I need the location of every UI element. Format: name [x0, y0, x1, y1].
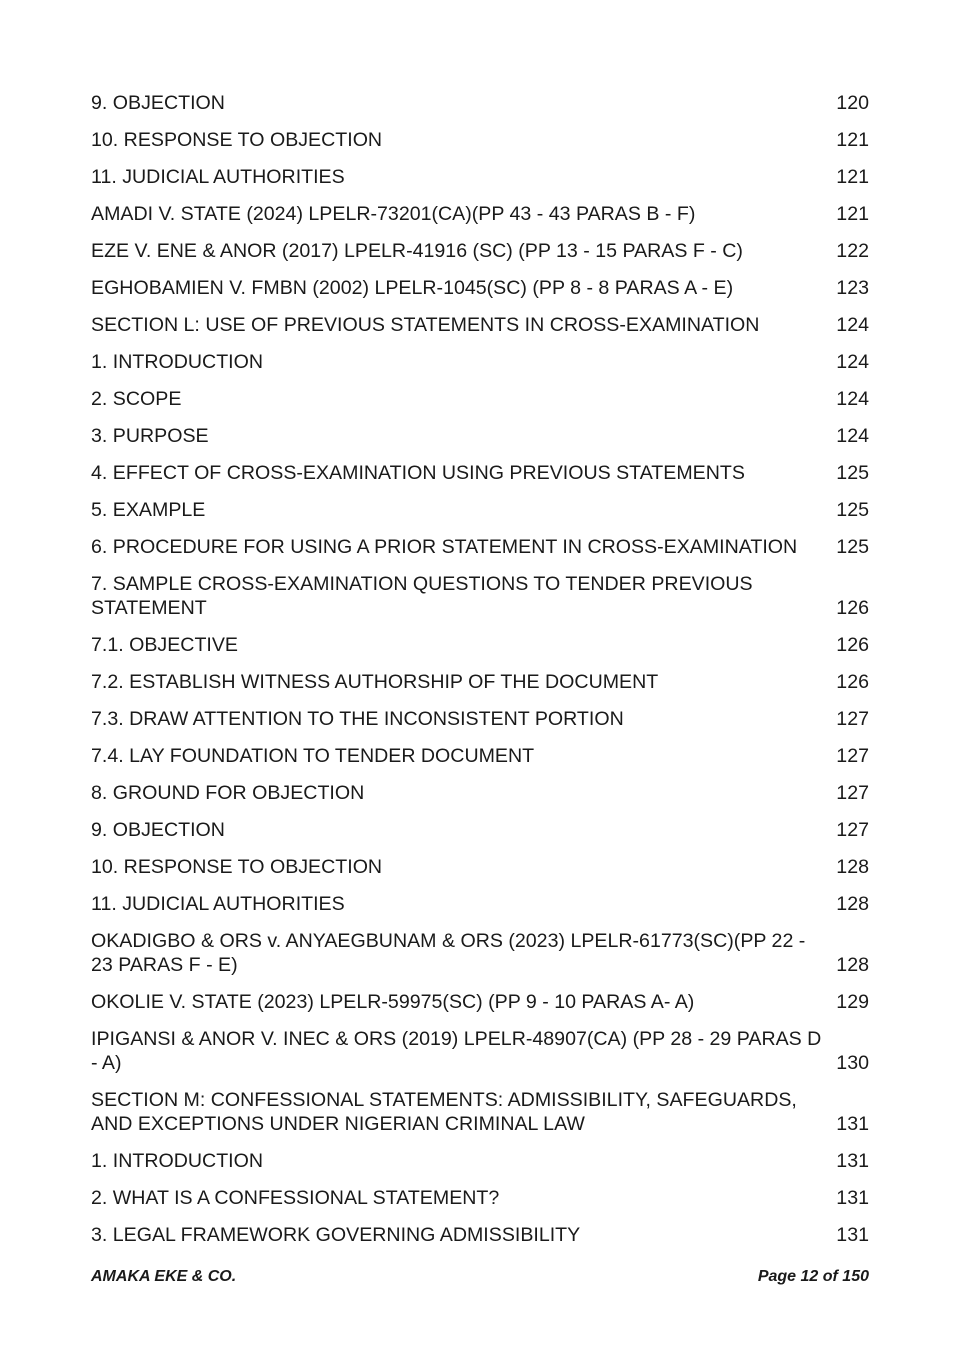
toc-entry-page: 121 — [836, 203, 869, 225]
toc-entry[interactable] — [91, 535, 869, 559]
toc-entry-title: OKADIGBO & ORS v. ANYAEGBUNAM & ORS (2023) LPELR-61773(SC)(PP 22 - 23 PARAS F - E) — [91, 930, 806, 976]
toc-entry[interactable] — [91, 1223, 869, 1247]
toc-entry-page: 127 — [836, 745, 869, 767]
footer-page-number: Page 12 of 150 — [757, 1268, 869, 1285]
toc-entry-page: 121 — [836, 166, 869, 188]
toc-entry[interactable] — [91, 350, 869, 374]
toc-entry[interactable] — [91, 929, 869, 977]
toc-entry-title: 10. RESPONSE TO OBJECTION — [91, 129, 383, 151]
toc-entry-page: 125 — [836, 536, 869, 558]
toc-entry-page: 123 — [836, 277, 869, 299]
toc-entry[interactable] — [91, 91, 869, 115]
toc-entry-title: OKOLIE V. STATE (2023) LPELR-59975(SC) (PP 9 - 10 PARAS A- A) — [91, 991, 695, 1013]
toc-entry-page: 131 — [836, 1224, 869, 1246]
toc-entry-page: 121 — [836, 129, 869, 151]
toc-entry-title: 1. INTRODUCTION — [91, 1150, 263, 1172]
toc-entry-title: 9. OBJECTION — [91, 92, 225, 114]
toc-entry[interactable] — [91, 572, 869, 620]
table-of-contents — [91, 91, 869, 1260]
toc-entry-title: EZE V. ENE & ANOR (2017) LPELR-41916 (SC) (PP 13 - 15 PARAS F - C) — [91, 240, 743, 262]
toc-entry[interactable] — [91, 633, 869, 657]
toc-entry-page: 131 — [836, 1113, 869, 1135]
toc-entry-page: 128 — [836, 954, 869, 976]
toc-entry-title: SECTION M: CONFESSIONAL STATEMENTS: ADMISSIBILITY, SAFEGUARDS, AND EXCEPTIONS UNDER NIGERIAN CRIMINAL LAW — [91, 1089, 797, 1135]
toc-entry-page: 127 — [836, 819, 869, 841]
toc-entry-title: 7.2. ESTABLISH WITNESS AUTHORSHIP OF THE DOCUMENT — [91, 671, 659, 693]
toc-entry-title: 2. SCOPE — [91, 388, 182, 410]
toc-entry-page: 131 — [836, 1150, 869, 1172]
toc-entry[interactable] — [91, 202, 869, 226]
toc-entry[interactable] — [91, 781, 869, 805]
toc-entry[interactable] — [91, 276, 869, 300]
toc-entry-page: 120 — [836, 92, 869, 114]
toc-entry[interactable] — [91, 165, 869, 189]
toc-entry-title: 2. WHAT IS A CONFESSIONAL STATEMENT? — [91, 1187, 500, 1209]
page-footer — [91, 1268, 869, 1286]
toc-entry[interactable] — [91, 855, 869, 879]
toc-entry[interactable] — [91, 313, 869, 337]
toc-entry-title: 11. JUDICIAL AUTHORITIES — [91, 893, 345, 915]
toc-entry-title: 7. SAMPLE CROSS-EXAMINATION QUESTIONS TO TENDER PREVIOUS STATEMENT — [91, 573, 753, 619]
toc-entry-page: 125 — [836, 499, 869, 521]
toc-entry-title: 10. RESPONSE TO OBJECTION — [91, 856, 383, 878]
toc-entry-title: 7.3. DRAW ATTENTION TO THE INCONSISTENT PORTION — [91, 708, 624, 730]
toc-entry-title: SECTION L: USE OF PREVIOUS STATEMENTS IN CROSS-EXAMINATION — [91, 314, 760, 336]
toc-entry[interactable] — [91, 1149, 869, 1173]
toc-entry-title: AMADI V. STATE (2024) LPELR-73201(CA)(PP 43 - 43 PARAS B - F) — [91, 203, 696, 225]
toc-entry[interactable] — [91, 461, 869, 485]
toc-entry[interactable] — [91, 990, 869, 1014]
toc-entry[interactable] — [91, 670, 869, 694]
toc-entry-page: 126 — [836, 597, 869, 619]
toc-entry-title: 3. LEGAL FRAMEWORK GOVERNING ADMISSIBILITY — [91, 1224, 581, 1246]
toc-entry[interactable] — [91, 498, 869, 522]
toc-entry-title: IPIGANSI & ANOR V. INEC & ORS (2019) LPELR-48907(CA) (PP 28 - 29 PARAS D - A) — [91, 1028, 822, 1074]
toc-entry-page: 130 — [836, 1052, 869, 1074]
toc-entry-page: 124 — [836, 351, 869, 373]
toc-entry[interactable] — [91, 1186, 869, 1210]
toc-entry-title: 7.1. OBJECTIVE — [91, 634, 239, 656]
toc-entry-page: 125 — [836, 462, 869, 484]
toc-entry[interactable] — [91, 1088, 869, 1136]
toc-entry[interactable] — [91, 707, 869, 731]
toc-entry-page: 128 — [836, 893, 869, 915]
toc-entry-title: 11. JUDICIAL AUTHORITIES — [91, 166, 345, 188]
toc-entry-title: 6. PROCEDURE FOR USING A PRIOR STATEMENT IN CROSS-EXAMINATION — [91, 536, 798, 558]
toc-entry-page: 126 — [836, 634, 869, 656]
toc-entry[interactable] — [91, 128, 869, 152]
toc-entry[interactable] — [91, 744, 869, 768]
toc-entry-title: 3. PURPOSE — [91, 425, 209, 447]
toc-entry-page: 128 — [836, 856, 869, 878]
toc-entry-page: 122 — [836, 240, 869, 262]
toc-entry-title: EGHOBAMIEN V. FMBN (2002) LPELR-1045(SC) (PP 8 - 8 PARAS A - E) — [91, 277, 734, 299]
toc-entry-page: 127 — [836, 708, 869, 730]
toc-entry-page: 129 — [836, 991, 869, 1013]
toc-entry-title: 7.4. LAY FOUNDATION TO TENDER DOCUMENT — [91, 745, 535, 767]
toc-entry-page: 124 — [836, 425, 869, 447]
toc-entry-page: 127 — [836, 782, 869, 804]
toc-entry-page: 124 — [836, 388, 869, 410]
toc-entry-page: 124 — [836, 314, 869, 336]
toc-entry-title: 8. GROUND FOR OBJECTION — [91, 782, 365, 804]
toc-entry-title: 5. EXAMPLE — [91, 499, 206, 521]
toc-entry-page: 131 — [836, 1187, 869, 1209]
toc-entry[interactable] — [91, 387, 869, 411]
toc-entry[interactable] — [91, 239, 869, 263]
toc-entry-title: 4. EFFECT OF CROSS-EXAMINATION USING PREVIOUS STATEMENTS — [91, 462, 745, 484]
footer-firm-name: AMAKA EKE & CO. — [91, 1268, 237, 1285]
toc-entry[interactable] — [91, 424, 869, 448]
toc-entry-title: 1. INTRODUCTION — [91, 351, 263, 373]
toc-entry[interactable] — [91, 1027, 869, 1075]
toc-entry[interactable] — [91, 818, 869, 842]
toc-entry-page: 126 — [836, 671, 869, 693]
toc-entry-title: 9. OBJECTION — [91, 819, 225, 841]
toc-entry[interactable] — [91, 892, 869, 916]
